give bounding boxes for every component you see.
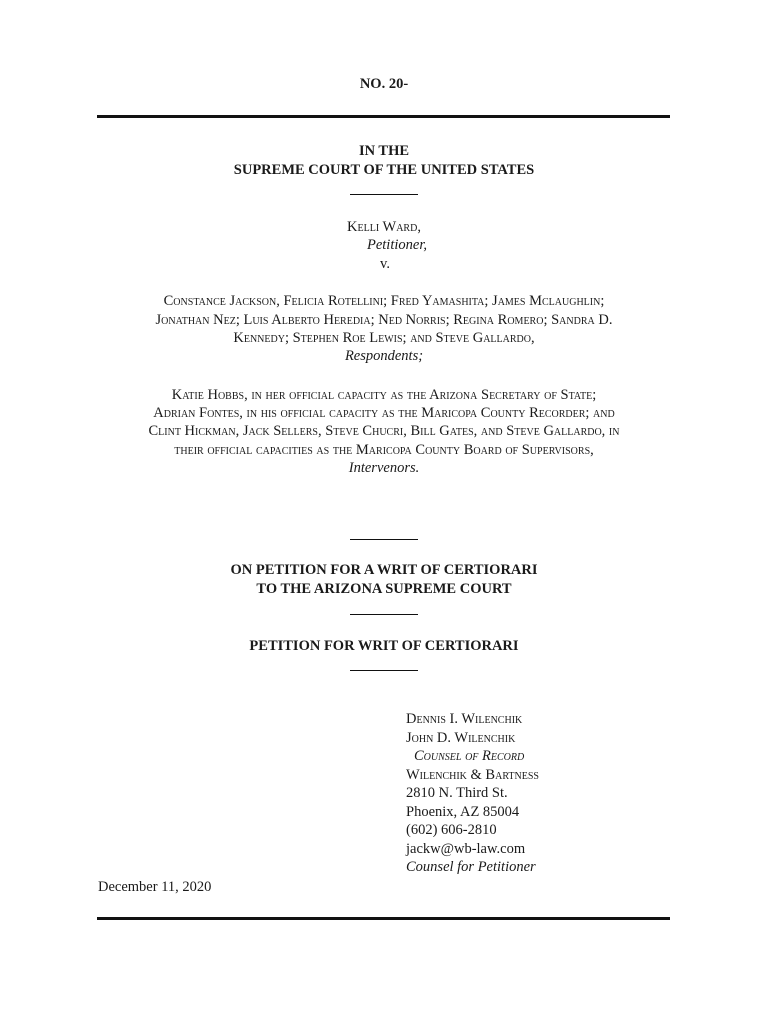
petition-title: PETITION FOR WRIT OF CERTIORARI [249,638,519,654]
filing-date: December 11, 2020 [98,879,212,895]
intervenors-role: Intervenors. [348,460,420,476]
counsel-for-petitioner-label: Counsel for Petitioner [406,859,536,875]
versus-label: v. [380,256,390,272]
on-petition-line-2: TO THE ARIZONA SUPREME COURT [256,581,512,597]
short-divider-4 [350,670,418,671]
respondents-line-1: Constance Jackson, Felicia Rotellini; Fred Yamashita; James Mclaughlin; [163,293,605,309]
short-divider-3 [350,614,418,615]
intervenors-line-3: Clint Hickman, Jack Sellers, Steve Chucri, Bill Gates, and Steve Gallardo, in [148,423,620,439]
attorney-1: Dennis I. Wilenchik [406,711,523,727]
attorney-2: John D. Wilenchik [406,730,516,746]
intervenors-line-4: their official capacities as the Maricopa County Board of Supervisors, [174,442,594,458]
respondents-role: Respondents; [344,348,424,364]
top-divider [97,115,670,118]
petitioner-name: Kelli Ward, [347,219,421,235]
street-address: 2810 N. Third St. [406,785,508,801]
respondents-line-2: Jonathan Nez; Luis Alberto Heredia; Ned Norris; Regina Romero; Sandra D. [155,312,613,328]
respondents-line-3: Kennedy; Stephen Roe Lewis; and Steve Gallardo, [233,330,535,346]
intervenors-line-1: Katie Hobbs, in her official capacity as the Arizona Secretary of State; [171,387,597,403]
court-line-1: IN THE [358,143,410,159]
email-address: jackw@wb-law.com [406,841,526,857]
phone-number: (602) 606-2810 [406,822,497,838]
law-firm-name: Wilenchik & Bartness [406,767,539,783]
short-divider-2 [350,539,418,540]
docket-number: NO. 20- [359,76,409,92]
counsel-of-record-label: Counsel of Record [414,748,525,764]
short-divider-1 [350,194,418,195]
bottom-divider [97,917,670,920]
on-petition-line-1: ON PETITION FOR A WRIT OF CERTIORARI [230,562,538,578]
court-line-2: SUPREME COURT OF THE UNITED STATES [233,162,535,178]
petitioner-role: Petitioner, [366,237,427,253]
intervenors-line-2: Adrian Fontes, in his official capacity as the Maricopa County Recorder; and [153,405,615,421]
city-state-zip: Phoenix, AZ 85004 [406,804,520,820]
